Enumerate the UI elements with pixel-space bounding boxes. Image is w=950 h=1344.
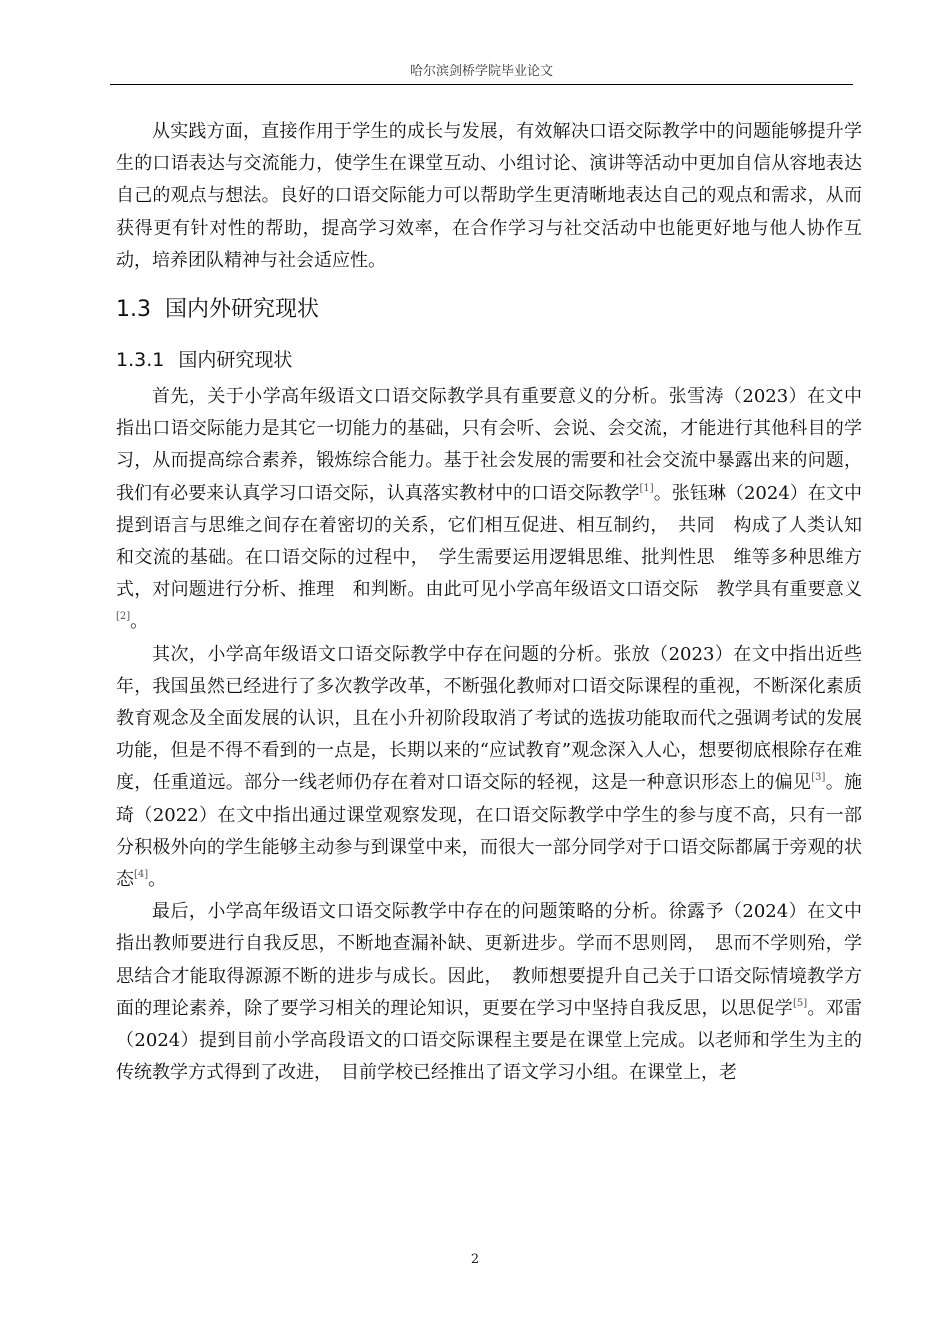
subsection-title: 国内研究现状 <box>178 349 293 372</box>
citation-ref-2[interactable]: [2] <box>116 611 131 623</box>
section-title: 国内外研究现状 <box>165 297 320 323</box>
citation-ref-3[interactable]: [3] <box>811 772 826 784</box>
paragraph-text: 。张钰琳（2024）在文中提到语言与思维之间存在着密切的关系，它们相互促进、相互制约， 共同 构成了人类认知和交流的基础。在口语交际的过程中， 学生需要运用逻辑思维、批判性思 维等多种思维方式，对问题进行分析、推理 和判断。由此可见小学高年级语文口语交际 教学具有重要意义 <box>116 482 862 601</box>
paragraph-text: 最后，小学高年级语文口语交际教学中存在的问题策略的分析。徐露予（2024）在文中指出教师要进行自我反思，不断地查漏补缺、更新进步。学而不思则罔， 思而不学则殆，学思结合才能取得源源不断的进步与成长。因此， 教师想要提升自己关于口语交际情境教学方面的理论素养，除了要学习相关的理论知识，更要在学习中坚持自我反思，以思促学 <box>116 901 862 1019</box>
subsection-number: 1.3.1 <box>116 349 165 372</box>
citation-ref-5[interactable]: [5] <box>792 997 808 1009</box>
paragraph-practice: 从实践方面，直接作用于学生的成长与发展，有效解决口语交际教学中的问题能够提升学生的口语表达与交流能力，使学生在课堂互动、小组讨论、演讲等活动中更加自信从容地表达自己的观点与想法。良好的口语交际能力可以帮助学生更清晰地表达自己的观点和需求，从而获得更有针对性的帮助，提高学习效率，在合作学习与社交活动中也能更好地与他人协作互动，培养团队精神与社会适应性。 <box>116 121 862 271</box>
paragraph-problems <box>116 639 862 897</box>
paragraph-text: 。施琦（2022）在文中指出通过课堂观察发现，在口语交际教学中学生的参与度不高，只有一部分积极外向的学生能够主动参与到课堂中来，而很大一部分同学对于口语交际都属于旁观的状态 <box>116 772 862 891</box>
document-body <box>116 116 862 1089</box>
paragraph-text: 。 <box>130 611 149 633</box>
paragraph-text: 首先，关于小学高年级语文口语交际教学具有重要意义的分析。张雪涛（2023）在文中指出口语交际能力是其它一切能力的基础，只有会听、会说、会交流，才能进行其他科目的学习，从而提高综合素养，锻炼综合能力。基于社会发展的需要和社会交流中暴露出来的问题，我们有必要来认真学习口语交际，认真落实教材中的口语交际教学 <box>116 386 862 504</box>
paragraph-significance <box>116 381 862 639</box>
header-divider <box>110 84 853 85</box>
citation-ref-1[interactable]: [1] <box>639 482 654 494</box>
paragraph-strategies <box>116 896 862 1089</box>
paragraph-text: 其次，小学高年级语文口语交际教学中存在问题的分析。张放（2023）在文中指出近些年，我国虽然已经进行了多次教学改革，不断强化教师对口语交际课程的重视，不断深化素质教育观念及全面发展的认识，且在小升初阶段取消了考试的选拔功能取而代之强调考试的发展功能，但是不得不看到的一点是，长期以来的“应试教育”观念深入人心，想要彻底根除存在难度，任重道远。部分一线老师仍存在着对口语交际的轻视，这是一种意识形态上的偏见 <box>116 643 862 794</box>
paragraph-text: 。 <box>148 869 167 891</box>
subsection-heading-1-3-1 <box>116 339 862 381</box>
page-number: 2 <box>470 1252 480 1267</box>
paragraph-text: 。邓雷（2024）提到目前小学高段语文的口语交际课程主要是在课堂上完成。以老师和学生为主的传统教学方式得到了改进， 目前学校已经推出了语文学习小组。在课堂上，老 <box>116 997 862 1084</box>
citation-ref-4[interactable]: [4] <box>134 869 149 881</box>
page-header-title: 哈尔滨剑桥学院毕业论文 <box>409 64 553 79</box>
section-number: 1.3 <box>116 297 151 323</box>
section-heading-1-3 <box>116 287 862 333</box>
